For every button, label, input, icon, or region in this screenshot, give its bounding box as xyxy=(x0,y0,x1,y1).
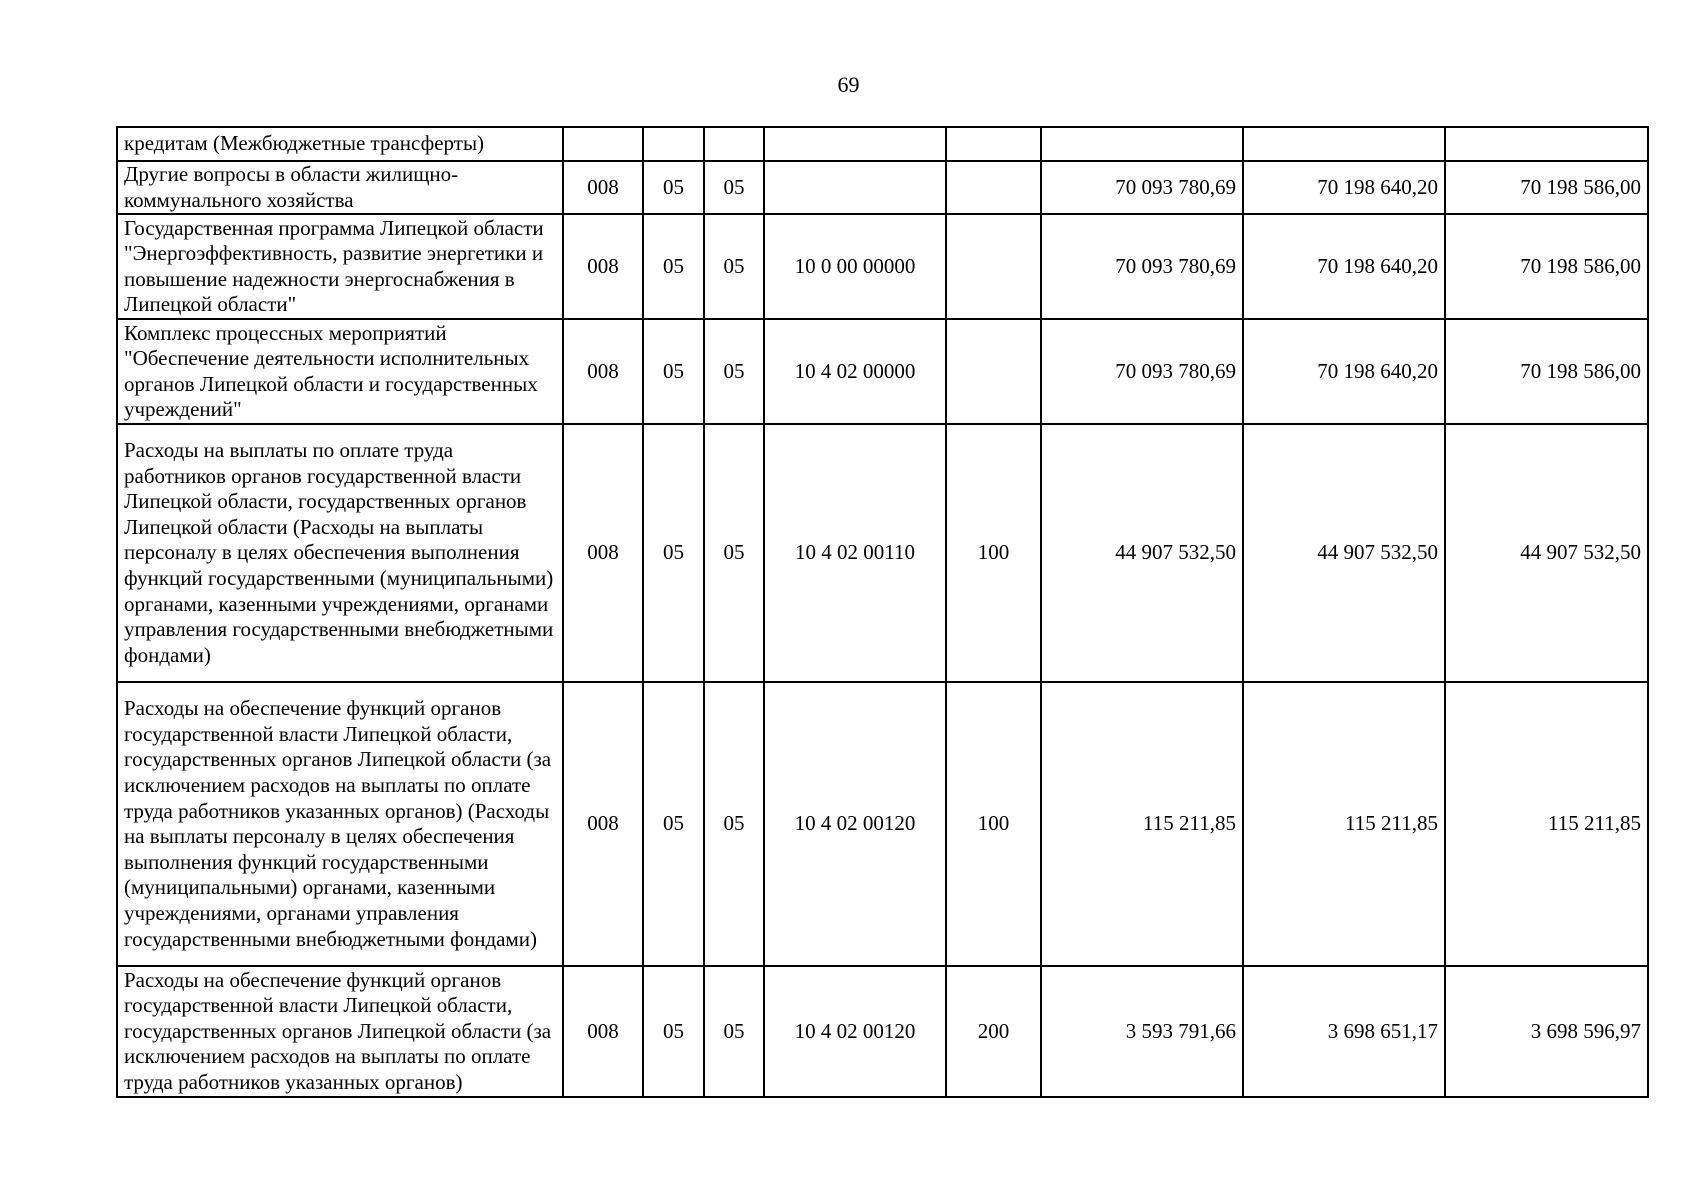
target-article-cell: 10 4 02 00110 xyxy=(764,424,946,682)
amount-year3-cell: 70 198 586,00 xyxy=(1445,214,1648,319)
amount-year1-cell: 44 907 532,50 xyxy=(1041,424,1243,682)
amount-year2-cell xyxy=(1243,127,1445,161)
amount-year1-cell: 70 093 780,69 xyxy=(1041,214,1243,319)
section-code-cell: 05 xyxy=(643,161,704,214)
budget-table xyxy=(116,126,1649,1098)
target-article-cell xyxy=(764,127,946,161)
target-article-cell xyxy=(764,161,946,214)
target-article-cell: 10 4 02 00000 xyxy=(764,319,946,424)
subsection-code-cell: 05 xyxy=(704,319,764,424)
amount-year2-cell: 115 211,85 xyxy=(1243,682,1445,966)
expense-type-cell xyxy=(946,127,1041,161)
subsection-code-cell: 05 xyxy=(704,682,764,966)
amount-year2-cell: 70 198 640,20 xyxy=(1243,161,1445,214)
target-article-cell: 10 4 02 00120 xyxy=(764,682,946,966)
table-row xyxy=(117,682,1648,966)
table-row xyxy=(117,424,1648,682)
subsection-code-cell: 05 xyxy=(704,966,764,1097)
ministry-code-cell: 008 xyxy=(563,319,643,424)
table-row xyxy=(117,214,1648,319)
table-row xyxy=(117,966,1648,1097)
ministry-code-cell: 008 xyxy=(563,682,643,966)
amount-year2-cell: 70 198 640,20 xyxy=(1243,319,1445,424)
amount-year1-cell: 70 093 780,69 xyxy=(1041,161,1243,214)
section-code-cell xyxy=(643,127,704,161)
row-name-cell: кредитам (Межбюджетные трансферты) xyxy=(117,127,563,161)
amount-year2-cell: 3 698 651,17 xyxy=(1243,966,1445,1097)
amount-year2-cell: 70 198 640,20 xyxy=(1243,214,1445,319)
row-name-cell: Другие вопросы в области жилищно-коммунального хозяйства xyxy=(117,161,563,214)
amount-year1-cell xyxy=(1041,127,1243,161)
row-name-cell: Комплекс процессных мероприятий "Обеспечение деятельности исполнительных органов Липецкой области и государственных учреждений" xyxy=(117,319,563,424)
expense-type-cell xyxy=(946,319,1041,424)
subsection-code-cell: 05 xyxy=(704,161,764,214)
target-article-cell: 10 4 02 00120 xyxy=(764,966,946,1097)
amount-year3-cell: 44 907 532,50 xyxy=(1445,424,1648,682)
expense-type-cell xyxy=(946,214,1041,319)
row-name-cell: Расходы на обеспечение функций органов государственной власти Липецкой области, государственных органов Липецкой области (за исключением расходов на выплаты по оплате труда работников указанных органов) (Расходы на выплаты персоналу в целях обеспечения выполнения функций государственными (муниципальными) органами, казенными учреждениями, органами управления государственными внебюджетными фондами) xyxy=(117,682,563,966)
expense-type-cell: 100 xyxy=(946,682,1041,966)
subsection-code-cell xyxy=(704,127,764,161)
row-name-cell: Расходы на обеспечение функций органов государственной власти Липецкой области, государственных органов Липецкой области (за исключением расходов на выплаты по оплате труда работников указанных органов) xyxy=(117,966,563,1097)
row-name-cell: Государственная программа Липецкой области "Энергоэффективность, развитие энергетики и повышение надежности энергоснабжения в Липецкой области" xyxy=(117,214,563,319)
amount-year3-cell: 115 211,85 xyxy=(1445,682,1648,966)
table-row xyxy=(117,127,1648,161)
expense-type-cell: 100 xyxy=(946,424,1041,682)
ministry-code-cell: 008 xyxy=(563,214,643,319)
section-code-cell: 05 xyxy=(643,682,704,966)
amount-year3-cell xyxy=(1445,127,1648,161)
row-name-cell: Расходы на выплаты по оплате труда работников органов государственной власти Липецкой области, государственных органов Липецкой области (Расходы на выплаты персоналу в целях обеспечения выполнения функций государственными (муниципальными) органами, казенными учреждениями, органами управления государственными внебюджетными фондами) xyxy=(117,424,563,682)
section-code-cell: 05 xyxy=(643,966,704,1097)
section-code-cell: 05 xyxy=(643,424,704,682)
amount-year3-cell: 3 698 596,97 xyxy=(1445,966,1648,1097)
expense-type-cell xyxy=(946,161,1041,214)
page-number: 69 xyxy=(837,72,860,97)
amount-year1-cell: 3 593 791,66 xyxy=(1041,966,1243,1097)
target-article-cell: 10 0 00 00000 xyxy=(764,214,946,319)
expense-type-cell: 200 xyxy=(946,966,1041,1097)
subsection-code-cell: 05 xyxy=(704,424,764,682)
section-code-cell: 05 xyxy=(643,214,704,319)
amount-year1-cell: 115 211,85 xyxy=(1041,682,1243,966)
section-code-cell: 05 xyxy=(643,319,704,424)
table-row xyxy=(117,161,1648,214)
table-row xyxy=(117,319,1648,424)
ministry-code-cell: 008 xyxy=(563,966,643,1097)
subsection-code-cell: 05 xyxy=(704,214,764,319)
ministry-code-cell xyxy=(563,127,643,161)
amount-year2-cell: 44 907 532,50 xyxy=(1243,424,1445,682)
ministry-code-cell: 008 xyxy=(563,161,643,214)
amount-year3-cell: 70 198 586,00 xyxy=(1445,161,1648,214)
amount-year3-cell: 70 198 586,00 xyxy=(1445,319,1648,424)
ministry-code-cell: 008 xyxy=(563,424,643,682)
amount-year1-cell: 70 093 780,69 xyxy=(1041,319,1243,424)
